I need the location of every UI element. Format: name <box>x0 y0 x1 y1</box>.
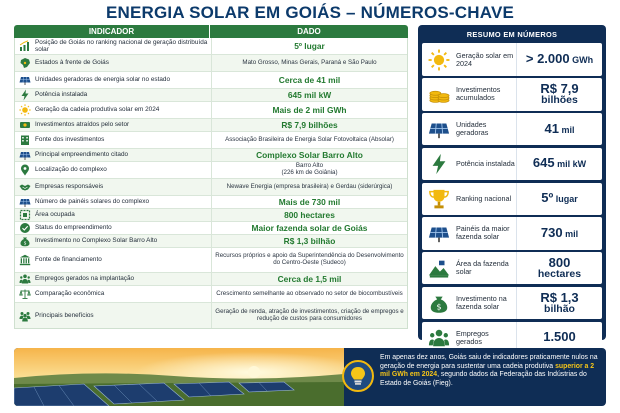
row-value: Crescimento semelhante ao observado no setor de biocombustíveis <box>211 286 407 302</box>
table-row <box>15 209 407 222</box>
table-row <box>15 119 407 132</box>
header-data: DADO <box>297 27 321 36</box>
row-label: Geração da cadeia produtiva solar em 2024 <box>35 106 160 114</box>
summary-unit: GWh <box>569 55 594 66</box>
status-icon <box>15 222 35 234</box>
sun-icon <box>15 104 35 116</box>
summary-number: R$ 7,9 <box>540 81 579 97</box>
summary-label: Potência instalada <box>456 158 515 168</box>
solar-panel-icon <box>15 74 35 86</box>
svg-text:$: $ <box>436 301 442 312</box>
row-label: Unidades geradoras de energia solar no estado <box>35 76 171 84</box>
table-row <box>15 102 407 119</box>
solar-panel-icon <box>422 118 456 140</box>
summary-label: Geração solar em 2024 <box>456 50 514 68</box>
building-icon <box>15 134 35 146</box>
summary-cards <box>422 43 602 354</box>
svg-text:$: $ <box>23 241 27 247</box>
row-label: Área ocupada <box>35 211 75 219</box>
summary-card <box>422 43 602 75</box>
scale-icon <box>15 288 35 300</box>
summary-label: Área da fazenda solar <box>456 259 509 277</box>
row-label: Investimentos atraídos pelo setor <box>35 121 130 129</box>
summary-unit: mil <box>558 124 575 135</box>
summary-card <box>422 287 602 319</box>
row-value: 5º lugar <box>211 38 407 54</box>
row-label: Principais benefícios <box>35 311 94 319</box>
land-icon <box>422 257 456 279</box>
banner-text-end: , segundo dados da Federação das Indústrias do Estado de Goiás (Fieg). <box>380 371 587 387</box>
row-label: Potência instalada <box>35 91 88 99</box>
banner-highlight: superior a 2 mil GWh em 2024 <box>380 362 595 379</box>
summary-unit: lugar <box>553 194 578 205</box>
row-label: Comparação econômica <box>35 290 105 298</box>
banner-text <box>380 354 602 388</box>
row-label: Localização do complexo <box>35 166 107 174</box>
row-label: Principal empreendimento citado <box>35 151 129 159</box>
row-value: Complexo Solar Barro Alto <box>211 149 407 161</box>
header-indicator: INDICADOR <box>14 25 210 38</box>
row-label: Posição de Goiás no ranking nacional de geração distribuída solar <box>35 38 208 53</box>
table-row <box>15 179 407 196</box>
summary-card <box>422 148 602 180</box>
summary-value <box>516 287 602 319</box>
summary-label: Investimento na fazenda solar <box>456 294 507 312</box>
row-value: R$ 1,3 bilhão <box>211 235 407 247</box>
area-icon <box>15 209 35 221</box>
coins-icon <box>422 83 456 105</box>
summary-unit: hectares <box>537 268 582 281</box>
summary-label: Empregos gerados <box>456 328 489 346</box>
row-value: Cerca de 41 mil <box>211 72 407 88</box>
lightning-icon <box>15 89 35 101</box>
trophy-icon <box>422 188 456 210</box>
footer-banner <box>14 348 606 406</box>
summary-label: Investimentos acumulados <box>456 85 501 103</box>
summary-label: Painéis da maior fazenda solar <box>456 224 510 242</box>
summary-value <box>516 113 602 145</box>
row-label: Empregos gerados na implantação <box>35 275 135 283</box>
table-row <box>15 303 407 328</box>
banner-text-start: Em apenas dez anos, Goiás saiu de indicadores praticamente nulos na geração de energia para sustentar uma cadeia produtiva <box>380 354 598 370</box>
summary-label: Ranking nacional <box>456 193 512 203</box>
row-label: Investimento no Complexo Solar Barro Alto <box>35 237 158 245</box>
row-value: Mato Grosso, Minas Gerais, Paraná e São Paulo <box>211 55 407 71</box>
table-header <box>14 25 408 38</box>
solar-farm-photo <box>14 348 344 406</box>
table-row <box>15 89 407 102</box>
row-value: Geração de renda, atração de investimentos, criação de empregos e redução de custos para consumidores <box>211 303 407 328</box>
table-row <box>15 222 407 235</box>
row-label: Fonte dos investimentos <box>35 136 105 144</box>
page-title: ENERGIA SOLAR EM GOIÁS – NÚMEROS-CHAVE <box>105 3 515 22</box>
row-label: Empresas responsáveis <box>35 183 104 191</box>
summary-card <box>422 217 602 249</box>
table-rows <box>14 38 408 329</box>
indicators-table <box>14 25 408 329</box>
sun-icon <box>422 49 456 71</box>
row-value: Maior fazenda solar de Goiás <box>211 222 407 234</box>
row-value: 645 mil kW <box>211 89 407 101</box>
bar-chart-icon <box>15 40 35 52</box>
row-value: R$ 7,9 bilhões <box>211 119 407 131</box>
summary-unit: bilhões <box>541 94 578 107</box>
row-value: Recursos próprios e apoio da Superintendência do Desenvolvimento do Centro-Oeste (Sudeco) <box>211 248 407 272</box>
summary-card <box>422 252 602 284</box>
table-row <box>15 248 407 273</box>
table-row <box>15 273 407 286</box>
summary-number: R$ 1,3 <box>540 290 579 306</box>
table-row <box>15 72 407 89</box>
row-value: Mais de 2 mil GWh <box>211 102 407 118</box>
table-row <box>15 55 407 72</box>
brazil-map-icon <box>15 57 35 69</box>
summary-unit: mil <box>562 228 579 239</box>
summary-value <box>516 148 602 180</box>
money-icon <box>15 119 35 131</box>
money-bag-icon <box>15 235 35 247</box>
summary-number: 1.500 <box>543 329 576 345</box>
table-row <box>15 196 407 209</box>
people-icon <box>422 327 456 349</box>
row-label: Número de painéis solares do complexo <box>35 198 150 206</box>
summary-number: 5º <box>541 190 554 206</box>
bank-icon <box>15 254 35 266</box>
summary-unit: bilhão <box>544 303 575 316</box>
summary-value <box>516 78 602 110</box>
table-row <box>15 149 407 162</box>
summary-value <box>516 217 602 249</box>
summary-number: 800 <box>548 255 571 271</box>
row-value: Newave Energia (empresa brasileira) e Gerdau (siderúrgica) <box>211 179 407 195</box>
summary-number: 730 <box>540 224 563 240</box>
summary-unit: mil kW <box>554 159 587 170</box>
money-bag-icon <box>422 292 456 314</box>
row-value: Barro Alto (226 km de Goiânia) <box>211 162 407 178</box>
solar-panel-icon <box>15 149 35 161</box>
summary-value <box>516 183 602 215</box>
summary-number: 41 <box>544 120 559 136</box>
summary-number: > 2.000 <box>525 51 570 67</box>
row-value: Cerca de 1,5 mil <box>211 273 407 285</box>
row-label: Estados à frente de Goiás <box>35 59 109 67</box>
table-row <box>15 286 407 303</box>
summary-value <box>516 252 602 284</box>
people-icon <box>15 273 35 285</box>
row-label: Fonte de financiamento <box>35 256 102 264</box>
table-row <box>15 162 407 179</box>
group-icon <box>15 310 35 322</box>
solar-panel-icon <box>422 222 456 244</box>
row-value: Associação Brasileira de Energia Solar Fotovoltaica (Absolar) <box>211 132 407 148</box>
row-label: Status do empreendimento <box>35 224 112 232</box>
summary-header: RESUMO EM NÚMEROS <box>466 30 558 39</box>
lightning-icon <box>422 153 456 175</box>
summary-card <box>422 183 602 215</box>
row-value: 800 hectares <box>211 209 407 221</box>
table-row <box>15 235 407 248</box>
summary-card <box>422 113 602 145</box>
table-row <box>15 132 407 149</box>
summary-panel <box>418 25 606 346</box>
solar-panel-icon <box>15 196 35 208</box>
summary-card <box>422 78 602 110</box>
summary-label: Unidades geradoras <box>456 120 489 138</box>
lightbulb-icon <box>342 360 374 392</box>
row-value: Mais de 730 mil <box>211 196 407 208</box>
summary-value <box>516 43 602 75</box>
table-row <box>15 38 407 55</box>
location-pin-icon <box>15 164 35 176</box>
summary-number: 645 <box>532 155 555 171</box>
handshake-icon <box>15 181 35 193</box>
